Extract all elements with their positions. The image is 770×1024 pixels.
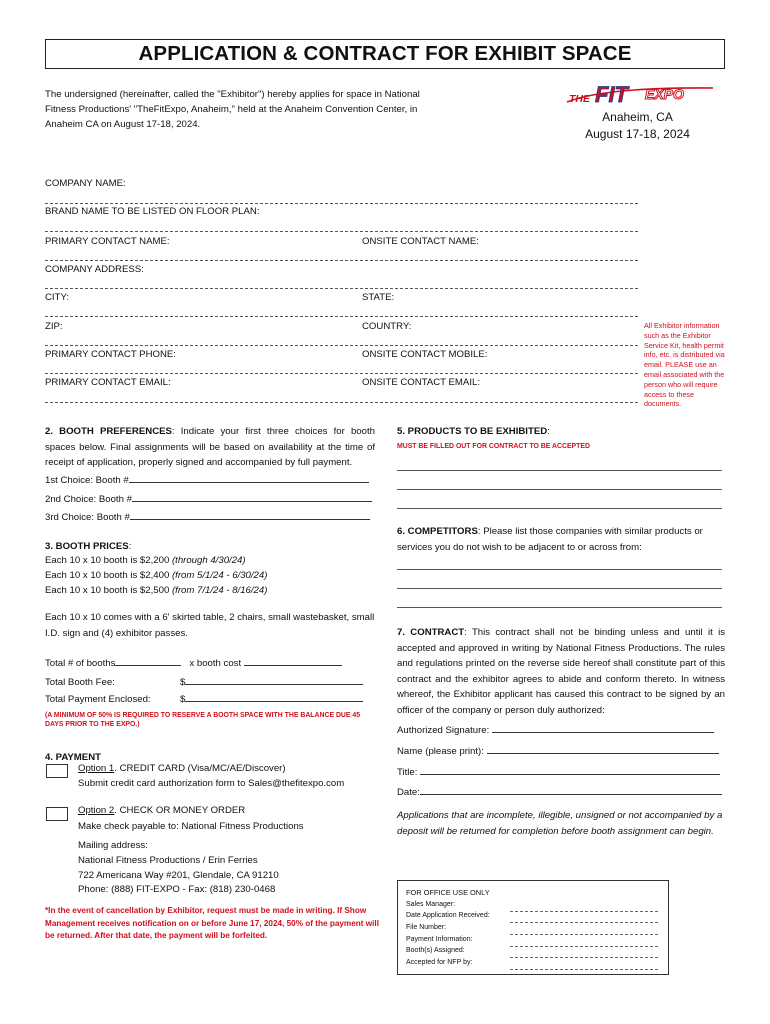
cancellation-policy: *In the event of cancellation by Exhibitor, request must be made in writing. If Show Management receives notification on or before June 17, 2024, 50% of the payment will be returned. After that date, the payment will be forfeited. [45, 906, 379, 940]
option-2-sub: Make check payable to: National Fitness Productions [78, 821, 304, 832]
company-address-label: COMPANY ADDRESS: [45, 264, 144, 275]
total-payment-row [180, 692, 363, 708]
products-heading-row [397, 424, 550, 440]
competitors-text [397, 524, 722, 555]
choice-2-field[interactable] [132, 492, 372, 502]
city-label: CITY: [45, 292, 69, 303]
contract-body: : This contract shall not be binding unless and until it is accepted and approved in writing by National Fitness Productions. The rules and regulations printed on the reverse side hereof shall constitute part of this contract and the exhibitor agrees to abide and conform thereto. In witness whereof, the Exhibitor applicant has caused this contract to be signed by an officer of the company or person duly authorized: [397, 627, 725, 716]
onsite-mobile-label: ONSITE CONTACT MOBILE: [362, 349, 488, 360]
office-row-booths-assigned: Booth(s) Assigned: [406, 947, 465, 954]
contact-name-line[interactable] [45, 260, 638, 261]
payment-heading-text: 4. PAYMENT [45, 752, 101, 763]
office-row-accepted-by: Accepted for NFP by: [406, 959, 473, 966]
products-line-3[interactable] [397, 508, 722, 509]
option-2-row [78, 803, 245, 819]
brand-name-label: BRAND NAME TO BE LISTED ON FLOOR PLAN: [45, 206, 260, 217]
date-row [397, 785, 722, 801]
products-required-note: MUST BE FILLED OUT FOR CONTRACT TO BE ACCEPTED [397, 443, 590, 450]
event-dates: August 17-18, 2024 [585, 127, 690, 141]
onsite-contact-name-label: ONSITE CONTACT NAME: [362, 236, 479, 247]
booth-preferences-body: : Indicate your first three choices for booth spaces below. Final assignments will be based on availability at the time of receipt of application, properly signed and accompanied by full payment. [45, 426, 375, 468]
email-line[interactable] [45, 402, 638, 403]
office-line-sales-manager[interactable] [510, 911, 658, 912]
office-row-sales-manager: Sales Manager: [406, 901, 456, 908]
price-line-3 [45, 583, 267, 599]
total-fee-row [180, 675, 363, 691]
logo-fit-text: FIT [595, 83, 628, 107]
company-name-label: COMPANY NAME: [45, 178, 126, 189]
total-booths-row [45, 656, 342, 672]
logo-the-text: THE [569, 93, 590, 105]
mailing-line-2: 722 Americana Way #201, Glendale, CA 91210 [78, 870, 279, 881]
office-row-date-received: Date Application Received: [406, 912, 490, 919]
print-name-field[interactable] [487, 744, 719, 754]
zip-label: ZIP: [45, 321, 63, 332]
title-label: Title: [397, 767, 418, 778]
print-name-label: Name (please print): [397, 746, 484, 757]
booth-cost-label: x booth cost [189, 658, 242, 669]
total-booths-label: Total # of booths [45, 658, 116, 669]
company-name-line[interactable] [45, 203, 638, 204]
phone-line[interactable] [45, 373, 638, 374]
choice-3-label: 3rd Choice: Booth # [45, 512, 130, 523]
thefitexpo-logo [565, 83, 715, 107]
choice-1-field[interactable] [129, 473, 369, 483]
competitors-line-3[interactable] [397, 607, 722, 608]
choice-3-field[interactable] [130, 510, 370, 520]
booth-includes: Each 10 x 10 comes with a 6' skirted table, 2 chairs, small wastebasket, small I.D. sign and (4) exhibitor passes. [45, 612, 375, 639]
print-name-row [397, 744, 719, 760]
mailing-line-1: National Fitness Productions / Erin Ferries [78, 855, 258, 866]
company-address-line[interactable] [45, 288, 638, 289]
office-row-payment-info: Payment Information: [406, 936, 473, 943]
onsite-email-label: ONSITE CONTACT EMAIL: [362, 377, 480, 388]
office-line-booths-assigned[interactable] [510, 957, 658, 958]
total-fee-field[interactable] [185, 675, 363, 685]
booth-prices-heading: 3. BOOTH PRICES [45, 541, 129, 552]
event-location [560, 109, 715, 143]
competitors-body: : Please list those companies with similar products or services you do not wish to be adjacent to or across from: [397, 526, 703, 553]
primary-phone-label: PRIMARY CONTACT PHONE: [45, 349, 176, 360]
products-heading: 5. PRODUCTS TO BE EXHIBITED [397, 426, 548, 437]
total-payment-field[interactable] [185, 692, 363, 702]
mailing-label: Mailing address: [78, 840, 148, 851]
choice-2-label: 2nd Choice: Booth # [45, 494, 132, 505]
products-colon: : [547, 426, 550, 437]
minimum-deposit-note: (A MINIMUM OF 50% IS REQUIRED TO RESERVE A BOOTH SPACE WITH THE BALANCE DUE 45 DAYS PRIOR TO THE EXPO.) [45, 712, 361, 728]
zip-country-line[interactable] [45, 345, 638, 346]
date-label: Date: [397, 787, 420, 798]
total-payment-label: Total Payment Enclosed: [45, 694, 151, 705]
option-2-text: . CHECK OR MONEY ORDER [114, 805, 246, 816]
signature-row [397, 723, 714, 739]
option-1-checkbox[interactable] [46, 764, 68, 778]
option-2-label: Option 2 [78, 805, 115, 816]
office-use-heading: FOR OFFICE USE ONLY [406, 888, 490, 897]
price-1-text: Each 10 x 10 booth is $2,200 [45, 555, 172, 566]
products-line-1[interactable] [397, 470, 722, 471]
title-row [397, 765, 720, 781]
option-1-label: Option 1 [78, 763, 115, 774]
logo-expo-text: EXPO [645, 86, 684, 102]
primary-contact-name-label: PRIMARY CONTACT NAME: [45, 236, 170, 247]
price-1-note: (through 4/30/24) [171, 555, 246, 566]
price-2-note: (from 5/1/24 - 6/30/24) [171, 570, 268, 581]
state-label: STATE: [362, 292, 395, 303]
booth-prices-colon: : [128, 541, 132, 552]
office-row-file-number: File Number: [406, 924, 447, 931]
booth-cost-field[interactable] [244, 656, 342, 666]
option-1-row [78, 761, 286, 777]
signature-field[interactable] [492, 723, 714, 733]
email-side-note: All Exhibitor information such as the Exhibitor Service Kit, health permit info, etc. is distributed via email. PLEASE use an email associated with the person who will require access to these documents. [644, 321, 725, 409]
total-fee-label: Total Booth Fee: [45, 677, 115, 688]
title-field[interactable] [420, 765, 720, 775]
booth-preferences-text [45, 424, 375, 471]
signature-label: Authorized Signature: [397, 725, 490, 736]
products-line-2[interactable] [397, 489, 722, 490]
price-3-note: (from 7/1/24 - 8/16/24) [171, 585, 268, 596]
price-line-2 [45, 568, 267, 584]
price-3-text: Each 10 x 10 booth is $2,500 [45, 585, 172, 596]
office-line-file-number[interactable] [510, 934, 658, 935]
office-line-accepted-by[interactable] [510, 969, 658, 970]
competitors-heading: 6. COMPETITORS [397, 526, 478, 537]
choice-1-row [45, 473, 369, 489]
office-line-date-received[interactable] [510, 922, 658, 923]
price-line-1 [45, 553, 246, 569]
total-booths-field[interactable] [115, 656, 181, 666]
competitors-line-2[interactable] [397, 588, 722, 589]
primary-email-label: PRIMARY CONTACT EMAIL: [45, 377, 171, 388]
event-city: Anaheim, CA [602, 110, 673, 124]
price-2-text: Each 10 x 10 booth is $2,400 [45, 570, 172, 581]
competitors-line-1[interactable] [397, 569, 722, 570]
incomplete-application-note: Applications that are incomplete, illegible, unsigned or not accompanied by a deposit will be returned for completion before booth assignment can begin. [397, 810, 723, 837]
page-title: APPLICATION & CONTRACT FOR EXHIBIT SPACE [45, 39, 725, 69]
booth-preferences-heading: 2. BOOTH PREFERENCES [45, 426, 172, 437]
choice-3-row [45, 510, 370, 526]
intro-paragraph: The undersigned (hereinafter, called the "Exhibitor") hereby applies for space in National Fitness Productions' "TheFitExpo, Anaheim," held at the Anaheim Convention Center, in Anaheim CA on August 17-18, 2024. [45, 89, 420, 130]
logo-graphic [565, 83, 715, 107]
total-payment-dollar: $ [180, 694, 186, 705]
office-use-box [397, 880, 669, 975]
contract-heading: 7. CONTRACT [397, 627, 465, 638]
contract-text [397, 625, 725, 718]
country-label: COUNTRY: [362, 321, 412, 332]
brand-name-line[interactable] [45, 231, 638, 232]
option-2-checkbox[interactable] [46, 807, 68, 821]
office-line-payment-info[interactable] [510, 946, 658, 947]
choice-1-label: 1st Choice: Booth # [45, 475, 129, 486]
option-1-text: . CREDIT CARD (Visa/MC/AE/Discover) [114, 763, 286, 774]
total-fee-dollar: $ [180, 677, 186, 688]
city-state-line[interactable] [45, 316, 638, 317]
choice-2-row [45, 492, 372, 508]
option-1-sub: Submit credit card authorization form to Sales@thefitexpo.com [78, 778, 345, 789]
date-field[interactable] [420, 785, 722, 795]
mailing-line-3: Phone: (888) FIT-EXPO - Fax: (818) 230-0468 [78, 884, 276, 895]
